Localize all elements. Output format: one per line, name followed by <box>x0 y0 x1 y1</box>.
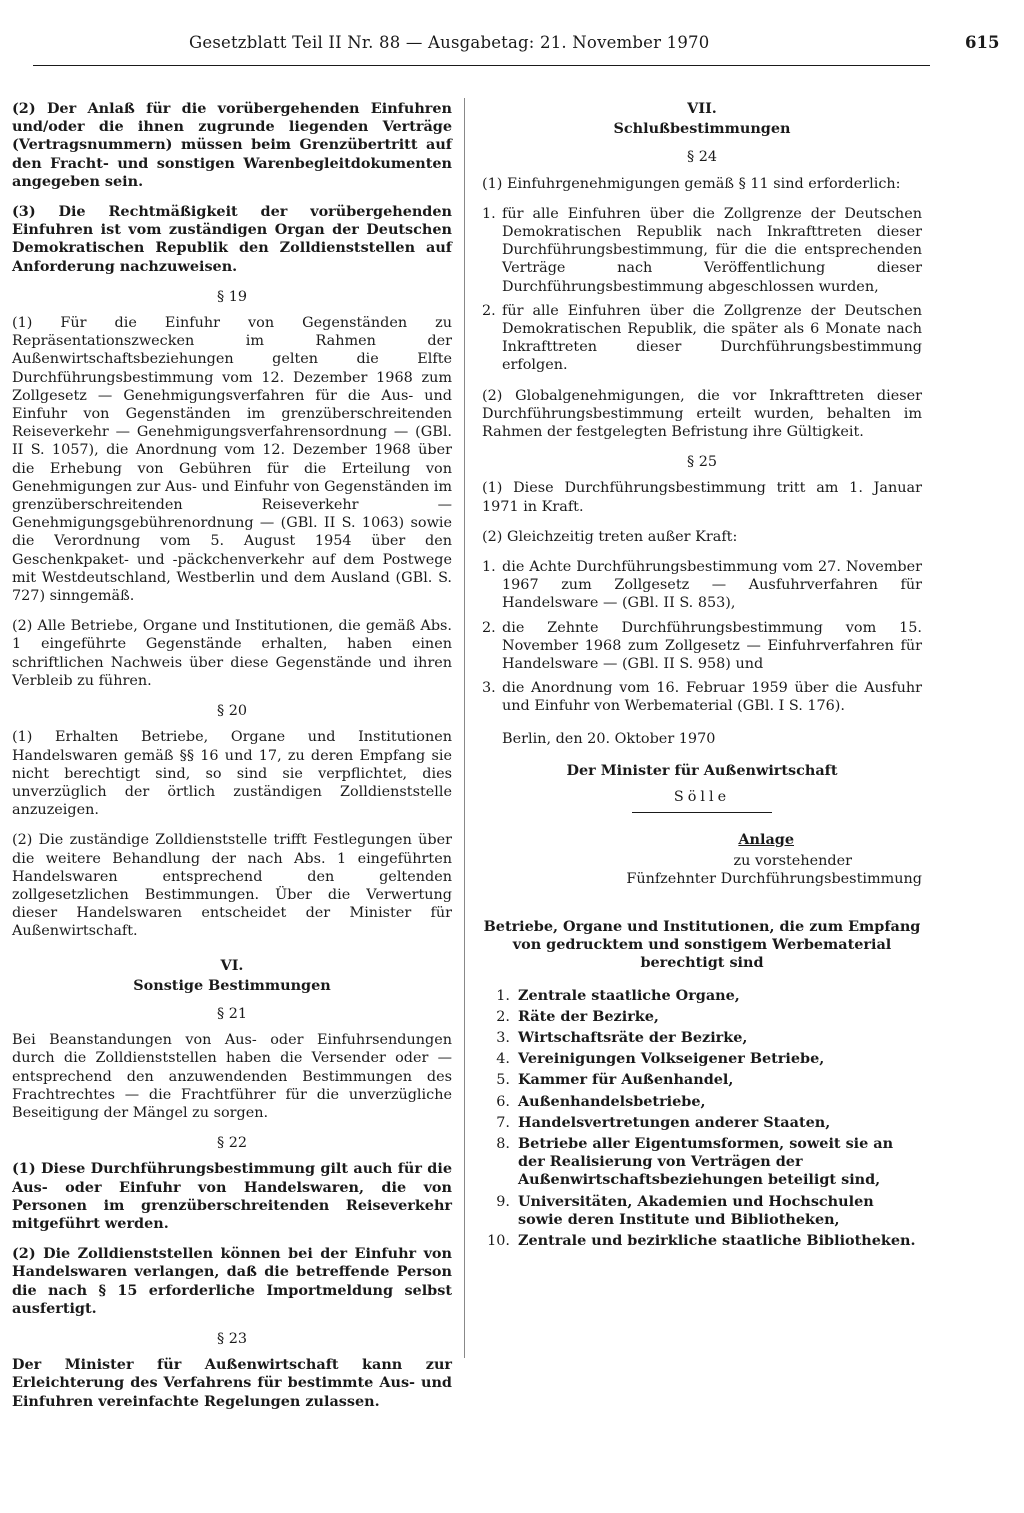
list-item: 3. die Anordnung vom 16. Februar 1959 über die Ausfuhr und Einfuhr von Werbematerial (GBl. I S. 176). <box>482 680 922 715</box>
minister-title: Der Minister für Außenwirtschaft <box>566 761 838 779</box>
paragraph-19-1: (1) Für die Einfuhr von Gegenständen zu Repräsentationszwecken im Rahmen der Außenwirtschaftsbeziehungen gelten die Elfte Durchführungsbestimmung vom 12. Dezember 1968 zum Zollgesetz — Genehmigungsverfahren für die Aus- und Einfuhr von Gegenständen im grenzüberschreitenden Reiseverkehr — Genehmigungsverfahrensordnung — (GBl. II S. 1057), die Anordnung vom 12. Dezember 1968 über die Erhebung von Gebühren für die Erteilung von Genehmigungen zur Aus- und Einfuhr von Gegenständen im grenzüberschreitenden Reiseverkehr — Genehmigungsgebührenordnung — (GBl. II S. 1063) sowie die Verordnung vom 5. August 1954 über den Geschenkpaket- und -päckchenverkehr auf dem Postwege mit Westdeutschland, Westberlin und dem Ausland (GBl. S. 727) sinngemäß. <box>12 315 452 605</box>
list-item: 8. Betriebe aller Eigentumsformen, soweit sie an der Realisierung von Verträgen der Außenwirtschaftsbeziehungen beteiligt sind, <box>496 1134 894 1189</box>
paragraph-24-1: (1) Einfuhrgenehmigungen gemäß § 11 sind erforderlich: <box>482 175 901 192</box>
chapter-vii-number: VII. <box>687 100 717 117</box>
column-divider <box>464 98 465 1358</box>
section-23-heading: § 23 <box>216 1330 248 1347</box>
header-title: Gesetzblatt Teil II Nr. 88 — Ausgabetag: 21. November 1970 <box>189 33 710 52</box>
section-19-heading: § 19 <box>216 288 248 305</box>
paragraph-24-1-list <box>482 205 922 375</box>
anlage-subtitle-1: zu vorstehender <box>733 852 852 869</box>
list-item: 1. die Achte Durchführungsbestimmung vom 27. November 1967 zum Zollgesetz — Ausfuhrverfahren für Handelsware — (GBl. II S. 853), <box>482 559 922 612</box>
section-21-heading: § 21 <box>216 1005 248 1022</box>
section-24-heading: § 24 <box>686 149 718 166</box>
list-item: 2. für alle Einfuhren über die Zollgrenze der Deutschen Demokratischen Republik, die später als 6 Monate nach Inkrafttreten dieser Durchführungsbestimmung erfolgen. <box>482 302 922 374</box>
anlage-subtitle-2: Fünfzehnter Durchführungsbestimmung <box>626 870 922 887</box>
list-item: 3. Wirtschaftsräte der Bezirke, <box>496 1028 748 1046</box>
signature-rule <box>632 812 772 813</box>
paragraph-20-1: (1) Erhalten Betriebe, Organe und Institutionen Handelswaren gemäß §§ 16 und 17, zu deren Empfang sie nicht berechtigt sind, so sind sie verpflichtet, dies unverzüglich der örtlich zuständigen Zolldienststelle anzuzeigen. <box>12 729 452 819</box>
annex-title: Betriebe, Organe und Institutionen, die zum Empfang von gedrucktem und sonstigem Werbematerial berechtigt sind <box>483 917 921 972</box>
paragraph-22-2: (2) Die Zolldienststellen können bei der Einfuhr von Handelswaren verlangen, daß die betreffende Person die nach § 15 erforderliche Importmeldung selbst ausfertigt. <box>12 1245 452 1317</box>
chapter-vii-title: Schlußbestimmungen <box>613 120 791 138</box>
list-item: 7. Handelsvertretungen anderer Staaten, <box>496 1113 831 1131</box>
paragraph-18-2: (2) Der Anlaß für die vorübergehenden Einfuhren und/oder die ihnen zugrunde liegenden Verträge (Vertragsnummern) müssen beim Grenzübertritt auf den Fracht- und sonstigen Warenbegleitdokumenten angegeben sein. <box>12 100 452 190</box>
section-20-heading: § 20 <box>216 703 248 720</box>
list-item: 2. Räte der Bezirke, <box>496 1007 659 1025</box>
paragraph-24-2: (2) Globalgenehmigungen, die vor Inkrafttreten dieser Durchführungsbestimmung erteilt wurden, behalten im Rahmen der festgelegten Befristung ihre Gültigkeit. <box>482 387 922 441</box>
list-item: 1. für alle Einfuhren über die Zollgrenze der Deutschen Demokratischen Republik nach Inkrafttreten dieser Durchführungsbestimmung, für die die entsprechenden Verträge nach Veröffentlichung dieser Durchführungsbestimmung abgeschlossen wurden, <box>482 205 922 295</box>
page-header <box>0 0 1024 68</box>
list-item: 1. Zentrale staatliche Organe, <box>496 986 740 1004</box>
list-item: 2. die Zehnte Durchführungsbestimmung vom 15. November 1968 zum Zollgesetz — Einfuhrverfahren für Handelsware — (GBl. II S. 958) und <box>482 619 922 673</box>
section-22-heading: § 22 <box>216 1135 248 1152</box>
chapter-vi-title: Sonstige Bestimmungen <box>133 976 331 994</box>
paragraph-19-2: (2) Alle Betriebe, Organe und Institutionen, die gemäß Abs. 1 eingeführte Gegenstände erhalten, haben einen schriftlichen Nachweis über diese Gegenstände und ihren Verbleib zu führen. <box>12 618 452 689</box>
section-25-heading: § 25 <box>686 454 718 471</box>
list-item: 10. Zentrale und bezirkliche staatliche Bibliotheken. <box>487 1231 916 1249</box>
right-column <box>482 100 922 1253</box>
header-rule <box>33 65 930 66</box>
paragraph-20-2: (2) Die zuständige Zolldienststelle trifft Festlegungen über die weitere Behandlung der nach Abs. 1 eingeführten Handelswaren entsprechend den geltenden zollgesetzlichen Bestimmungen. Über die Verwertung dieser Handelswaren entscheidet der Minister für Außenwirtschaft. <box>12 832 452 940</box>
left-column <box>12 100 452 1423</box>
place-date: Berlin, den 20. Oktober 1970 <box>502 730 716 747</box>
paragraph-22-1: (1) Diese Durchführungsbestimmung gilt auch für die Aus- oder Einfuhr von Handelswaren, die von Personen im grenzüberschreitenden Reiseverkehr mitgeführt werden. <box>12 1160 452 1232</box>
paragraph-21: Bei Beanstandungen von Aus- oder Einfuhrsendungen durch die Zolldienststellen haben die Versender oder — entsprechend den anzuwendenden Bestimmungen des Frachtrechtes — die Frachtführer für die unverzügliche Beseitigung der Mängel zu sorgen. <box>12 1032 452 1121</box>
paragraph-25-2-list <box>482 558 922 716</box>
list-item: 9. Universitäten, Akademien und Hochschulen sowie deren Institute und Bibliotheken, <box>496 1192 874 1228</box>
signer-name: Sölle <box>673 789 731 806</box>
paragraph-25-1: (1) Diese Durchführungsbestimmung tritt am 1. Januar 1971 in Kraft. <box>482 480 922 515</box>
list-item: 5. Kammer für Außenhandel, <box>496 1071 734 1089</box>
paragraph-25-2: (2) Gleichzeitig treten außer Kraft: <box>482 528 738 545</box>
anlage-heading: Anlage <box>738 831 794 849</box>
page-number: 615 <box>965 33 1000 52</box>
list-item: 4. Vereinigungen Volkseigener Betriebe, <box>496 1050 825 1068</box>
paragraph-23: Der Minister für Außenwirtschaft kann zur Erleichterung des Verfahrens für bestimmte Aus- und Einfuhren vereinfachte Regelungen zulassen. <box>12 1356 452 1410</box>
list-item: 6. Außenhandelsbetriebe, <box>496 1092 706 1110</box>
chapter-vi-number: VI. <box>220 956 244 974</box>
paragraph-18-3: (3) Die Rechtmäßigkeit der vorübergehenden Einfuhren ist vom zuständigen Organ der Deutschen Demokratischen Republik den Zolldienststellen auf Anforderung nachzuweisen. <box>12 203 452 275</box>
annex-list <box>482 987 922 1251</box>
